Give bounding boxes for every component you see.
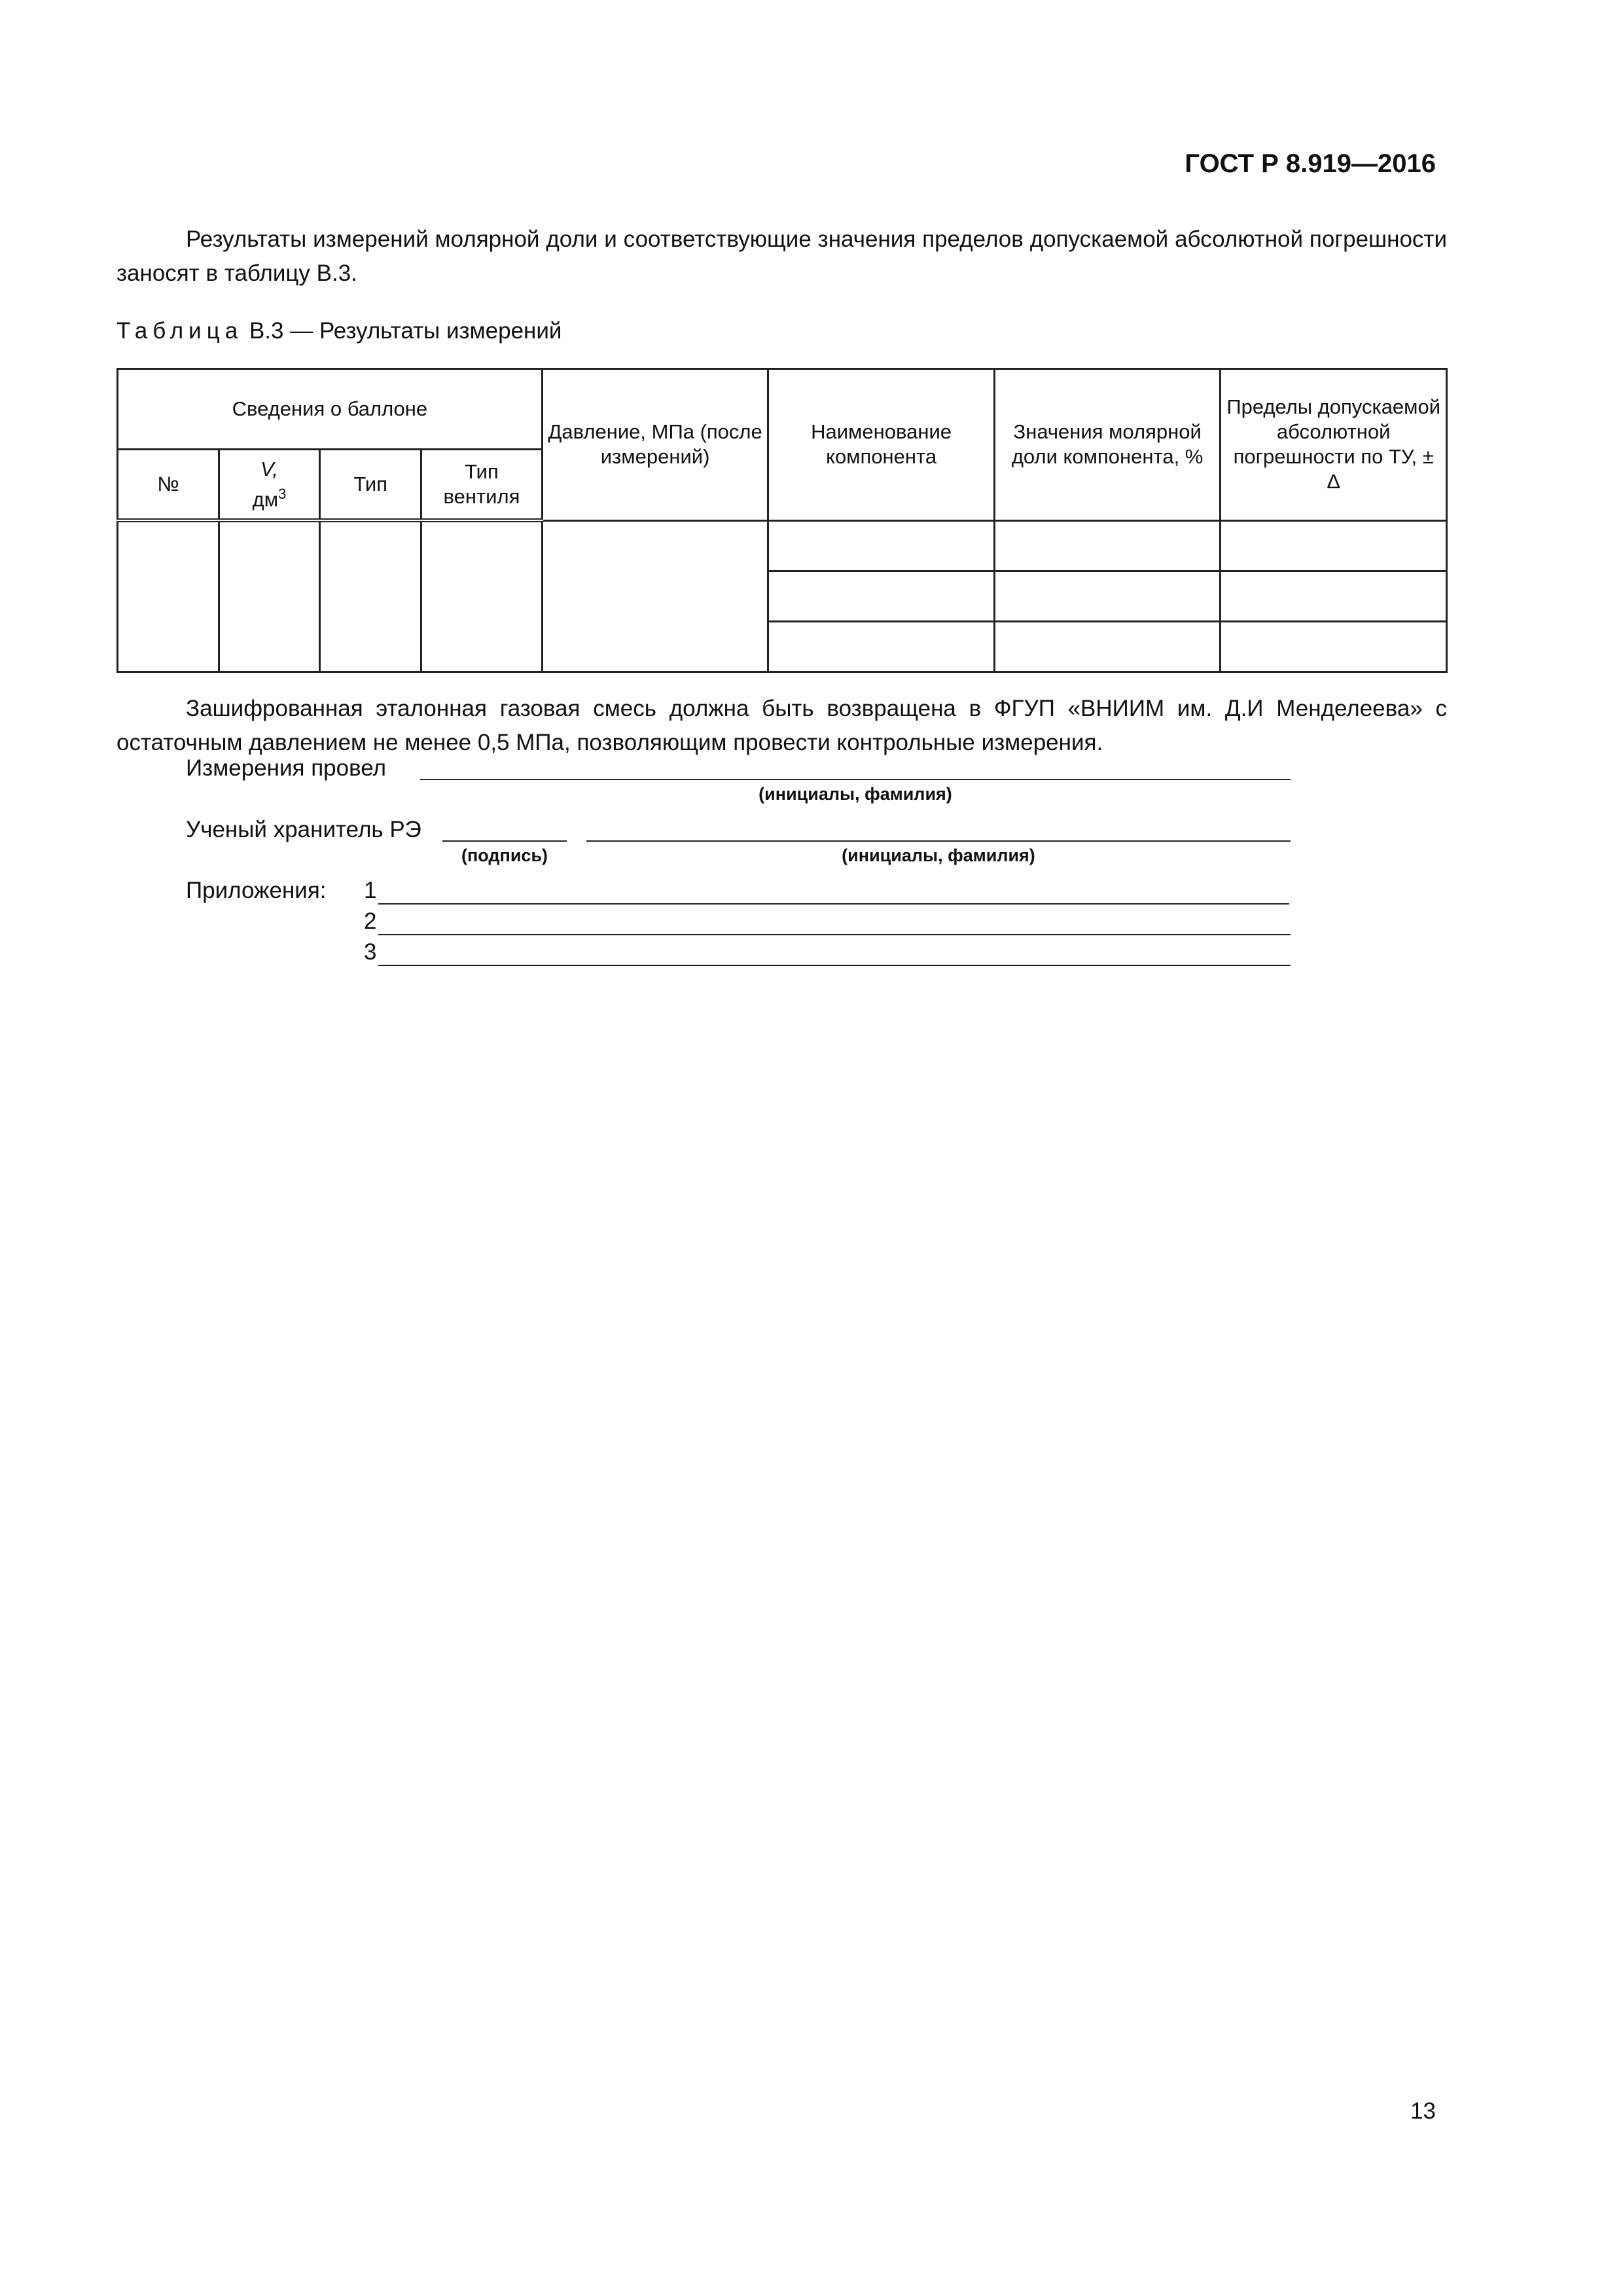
measured-by-line[interactable]: [420, 779, 1291, 780]
header-pressure: Давление, МПа (после измерений): [542, 369, 768, 521]
keeper-signature-hint: (подпись): [461, 846, 548, 865]
header-cylinder-info: Сведения о баллоне: [118, 369, 543, 450]
cell-molar-fraction: [994, 571, 1221, 621]
cell-error-limit: [1221, 621, 1447, 672]
attachment-number-3: 3: [364, 939, 377, 965]
cell-molar-fraction: [994, 520, 1221, 571]
header-error-limits: Пределы допускаемой абсолютной погрешности по ТУ, ± Δ: [1221, 369, 1447, 521]
table-caption-word: Таблица: [116, 318, 243, 344]
header-row-1: [118, 369, 1447, 450]
keeper-initials-line[interactable]: [586, 840, 1291, 842]
attachment-line-3[interactable]: [378, 965, 1291, 966]
cell-molar-fraction: [994, 621, 1221, 672]
volume-symbol: V,: [260, 457, 278, 480]
cell-error-limit: [1221, 520, 1447, 571]
intro-paragraph: [116, 223, 1447, 291]
keeper-signature-line[interactable]: [442, 840, 567, 842]
cell-component-name: [768, 520, 995, 571]
attachment-number-1: 1: [364, 878, 377, 903]
return-paragraph: [116, 692, 1447, 760]
header-volume: [219, 450, 320, 521]
cell-number: [118, 520, 219, 672]
intro-text: Результаты измерений молярной доли и соответствующие значения пределов допускаемой абсолютной погрешности заносят в таблицу В.3.: [116, 226, 1447, 286]
page-number: 13: [1410, 2098, 1436, 2124]
cell-pressure: [542, 520, 768, 672]
cell-component-name: [768, 621, 995, 672]
table-caption: [116, 317, 562, 346]
header-type: Тип: [320, 450, 421, 521]
attachments-label: Приложения:: [186, 878, 327, 903]
results-table: [116, 368, 1448, 673]
attachment-line-2[interactable]: [378, 934, 1291, 935]
measured-by-label: Измерения провел: [186, 755, 387, 781]
header-number: №: [118, 450, 219, 521]
header-molar-fraction: Значения молярной доли компонента, %: [994, 369, 1221, 521]
attachment-line-1[interactable]: [378, 903, 1289, 905]
return-text: Зашифрованная эталонная газовая смесь должна быть возвращена в ФГУП «ВНИИМ им. Д.И Менделеева» с остаточным давлением не менее 0,5 МПа, позволяющим провести контрольные измерения.: [116, 696, 1447, 755]
measured-by-hint: (инициалы, фамилия): [758, 784, 952, 804]
cell-type: [320, 520, 421, 672]
header-component-name: Наименование компонента: [768, 369, 995, 521]
document-code: ГОСТ Р 8.919—2016: [1185, 149, 1436, 178]
volume-exponent: 3: [278, 485, 287, 502]
table-row: [118, 520, 1447, 571]
header-valve-type: Тип вентиля: [421, 450, 543, 521]
attachment-number-2: 2: [364, 908, 377, 934]
volume-unit: дм: [252, 488, 279, 511]
cell-volume: [219, 520, 320, 672]
cell-valve: [421, 520, 543, 672]
cell-error-limit: [1221, 571, 1447, 621]
cell-component-name: [768, 571, 995, 621]
table-caption-title: В.3 — Результаты измерений: [243, 318, 562, 344]
keeper-initials-hint: (инициалы, фамилия): [842, 846, 1035, 865]
keeper-label: Ученый хранитель РЭ: [186, 817, 421, 842]
